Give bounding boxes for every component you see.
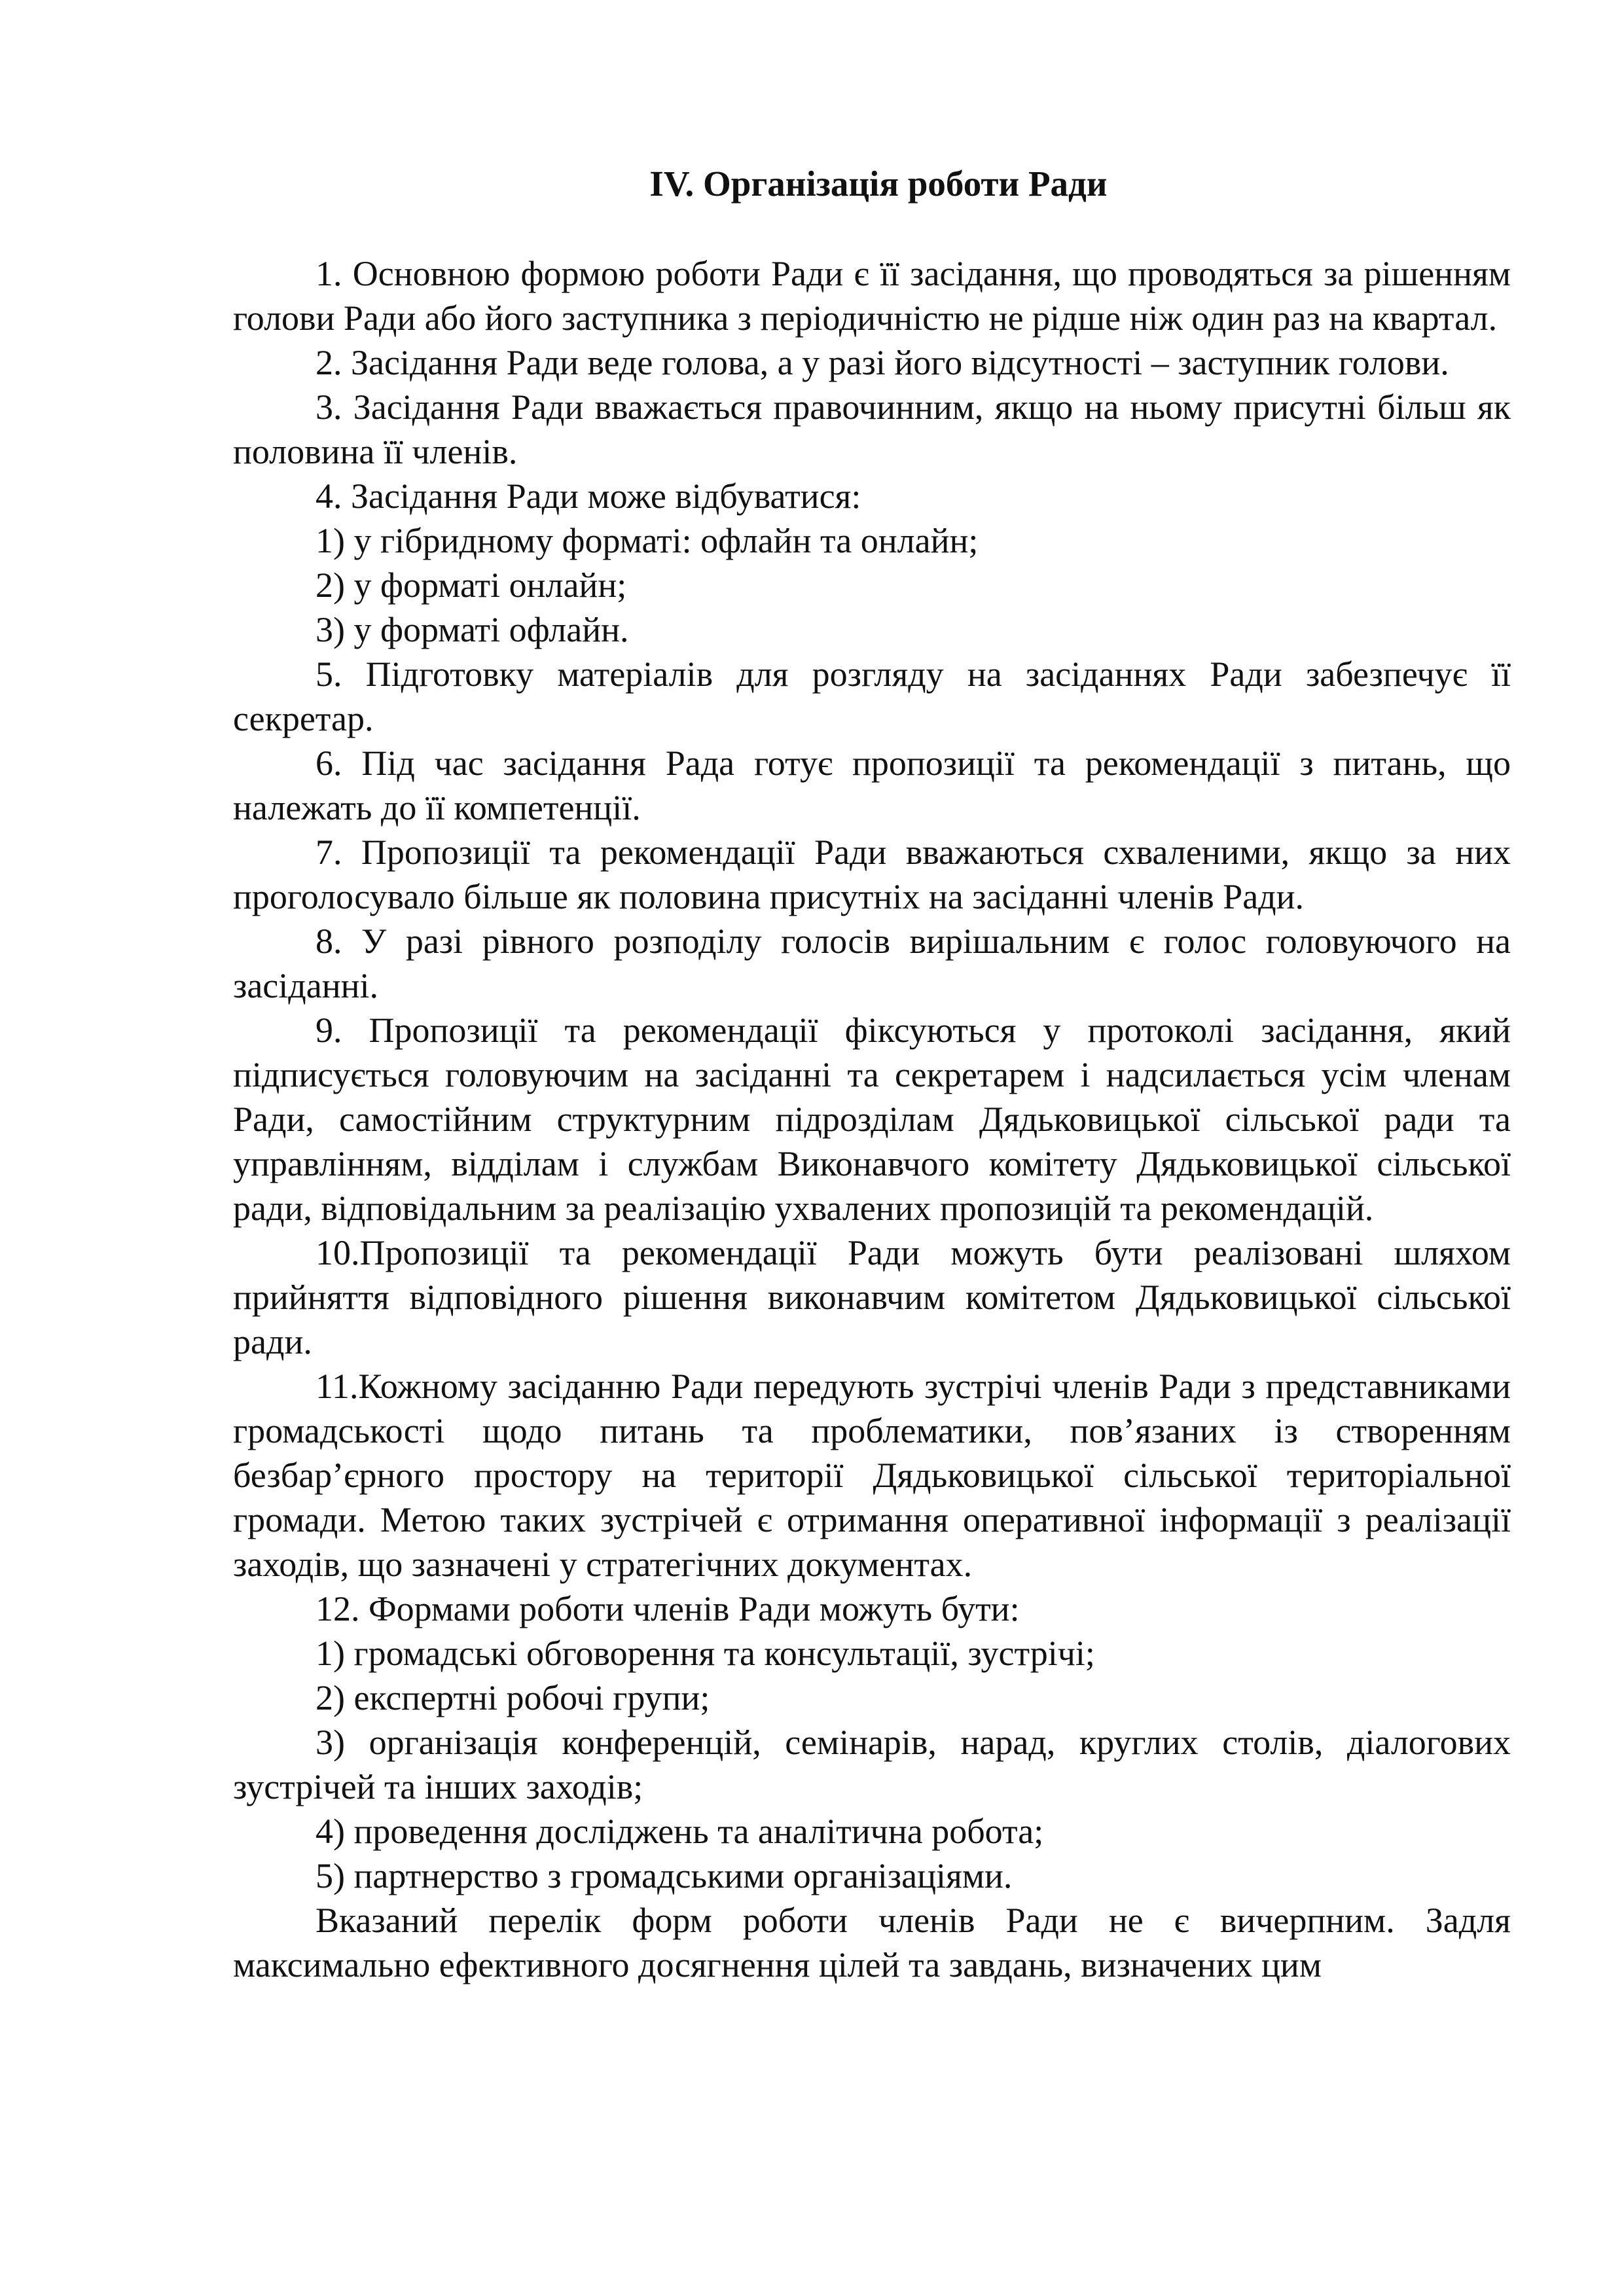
paragraph-7: 7. Пропозиції та рекомендації Ради вважаються схваленими, якщо за них проголосувало більше як половина присутніх на засіданні членів Ради. (233, 833, 1511, 916)
paragraph-3: 3. Засідання Ради вважається правочинним, якщо на ньому присутні більш як половина її членів. (233, 387, 1511, 471)
paragraph-6: 6. Під час засідання Рада готує пропозиції та рекомендації з питань, що належать до її компетенції. (233, 744, 1511, 827)
paragraph-11: 11.Кожному засіданню Ради передують зустрічі членів Ради з представниками громадськості щодо питань та проблематики, пов’язаних із створенням безбар’єрного простору на території Дядьковицької сільської територіальної громади. Метою таких зустрічей є отримання оперативної інформації з реалізації заходів, що зазначені у стратегічних документах. (233, 1367, 1511, 1584)
section-title: IV. Організація роботи Ради (649, 164, 1108, 204)
list-item-offline: 3) у форматі офлайн. (316, 610, 629, 649)
list-item-hybrid: 1) у гібридному форматі: офлайн та онлайн; (316, 521, 979, 560)
list-item-research: 4) проведення досліджень та аналітична робота; (316, 1812, 1044, 1851)
paragraph-8: 8. У разі рівного розподілу голосів вирішальним є голос головуючого на засіданні. (233, 922, 1511, 1005)
page-content (233, 141, 1511, 1987)
list-item-expert-groups: 2) експертні робочі групи; (316, 1678, 710, 1717)
paragraph-4: 4. Засідання Ради може відбуватися: (316, 476, 861, 516)
list-item-online: 2) у форматі онлайн; (316, 565, 627, 605)
list-item-public-discussions: 1) громадські обговорення та консультації, зустрічі; (316, 1634, 1095, 1673)
paragraph-1: 1. Основною формою роботи Ради є її засідання, що проводяться за рішенням голови Ради або його заступника з періодичністю не рідше ніж один раз на квартал. (233, 254, 1511, 338)
list-item-partnership: 5) партнерство з громадськими організаціями. (316, 1856, 1013, 1895)
section-body (233, 251, 1511, 1987)
list-item-conferences: 3) організація конференцій, семінарів, нарад, круглих столів, діалогових зустрічей та інших заходів; (233, 1723, 1511, 1806)
paragraph-5: 5. Підготовку матеріалів для розгляду на засіданнях Ради забезпечує її секретар. (233, 655, 1511, 738)
paragraph-9: 9. Пропозиції та рекомендації фіксуються у протоколі засідання, який підписується головуючим на засіданні та секретарем і надсилається усім членам Ради, самостійним структурним підрозділам Дядьковицької сільської ради та управлінням, відділам і службам Виконавчого комітету Дядьковицької сільської ради, відповідальним за реалізацію ухвалених пропозицій та рекомендацій. (233, 1011, 1511, 1228)
paragraph-2: 2. Засідання Ради веде голова, а у разі його відсутності – заступник голови. (316, 343, 1449, 382)
paragraph-10: 10.Пропозиції та рекомендації Ради можуть бути реалізовані шляхом прийняття відповідного рішення виконавчим комітетом Дядьковицької сільської ради. (233, 1233, 1511, 1361)
paragraph-12: 12. Формами роботи членів Ради можуть бути: (316, 1589, 1020, 1628)
closing-paragraph: Вказаний перелік форм роботи членів Ради не є вичерпним. Задля максимально ефективного досягнення цілей та завдань, визначених цим (233, 1901, 1511, 1984)
